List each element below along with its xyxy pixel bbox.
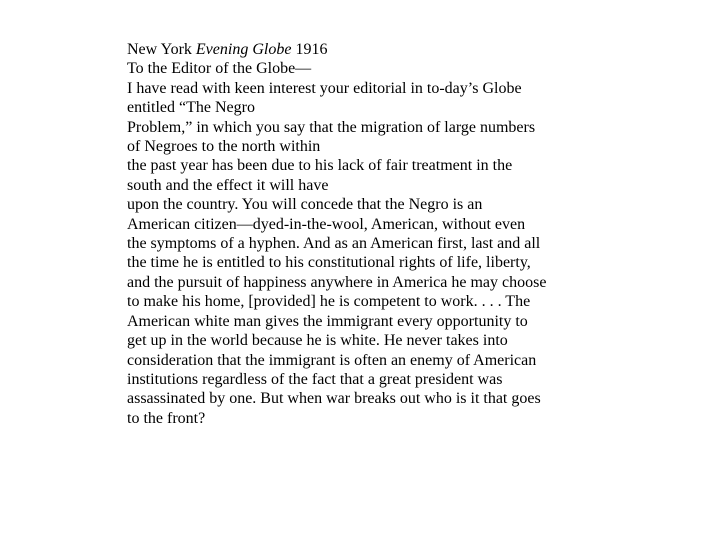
text-line: get up in the world because he is white. He never takes into bbox=[127, 332, 508, 350]
text-line: consideration that the immigrant is often an enemy of American bbox=[127, 351, 537, 369]
text-line: assassinated by one. But when war breaks out who is it that goes bbox=[127, 390, 541, 408]
document-body bbox=[127, 40, 712, 428]
text-line: Problem,” in which you say that the migration of large numbers bbox=[127, 118, 536, 136]
text-line: institutions regardless of the fact that a great president was bbox=[127, 370, 503, 388]
text-line: south and the effect it will have bbox=[127, 176, 329, 194]
text-line: to the front? bbox=[127, 409, 206, 427]
text-line: entitled “The Negro bbox=[127, 99, 255, 117]
text-line: I have read with keen interest your editorial in to-day’s Globe bbox=[127, 79, 522, 97]
header-year: 1916 bbox=[291, 41, 328, 58]
text-line: American white man gives the immigrant every opportunity to bbox=[127, 312, 528, 330]
publication-title: Evening Globe bbox=[195, 41, 292, 58]
text-line: of Negroes to the north within bbox=[127, 138, 321, 156]
text-line: upon the country. You will concede that the Negro is an bbox=[127, 196, 483, 214]
text-line: To the Editor of the Globe— bbox=[127, 60, 312, 78]
document-header bbox=[127, 40, 712, 59]
header-prefix: New York bbox=[127, 41, 196, 58]
text-line: to make his home, [provided] he is competent to work. . . . The bbox=[127, 293, 531, 311]
text-line: the time he is entitled to his constitutional rights of life, liberty, bbox=[127, 254, 531, 272]
text-line: and the pursuit of happiness anywhere in America he may choose bbox=[127, 273, 547, 291]
text-line: the past year has been due to his lack of fair treatment in the bbox=[127, 157, 513, 175]
text-line: American citizen—dyed-in-the-wool, American, without even bbox=[127, 215, 526, 233]
text-line: the symptoms of a hyphen. And as an American first, last and all bbox=[127, 235, 541, 253]
